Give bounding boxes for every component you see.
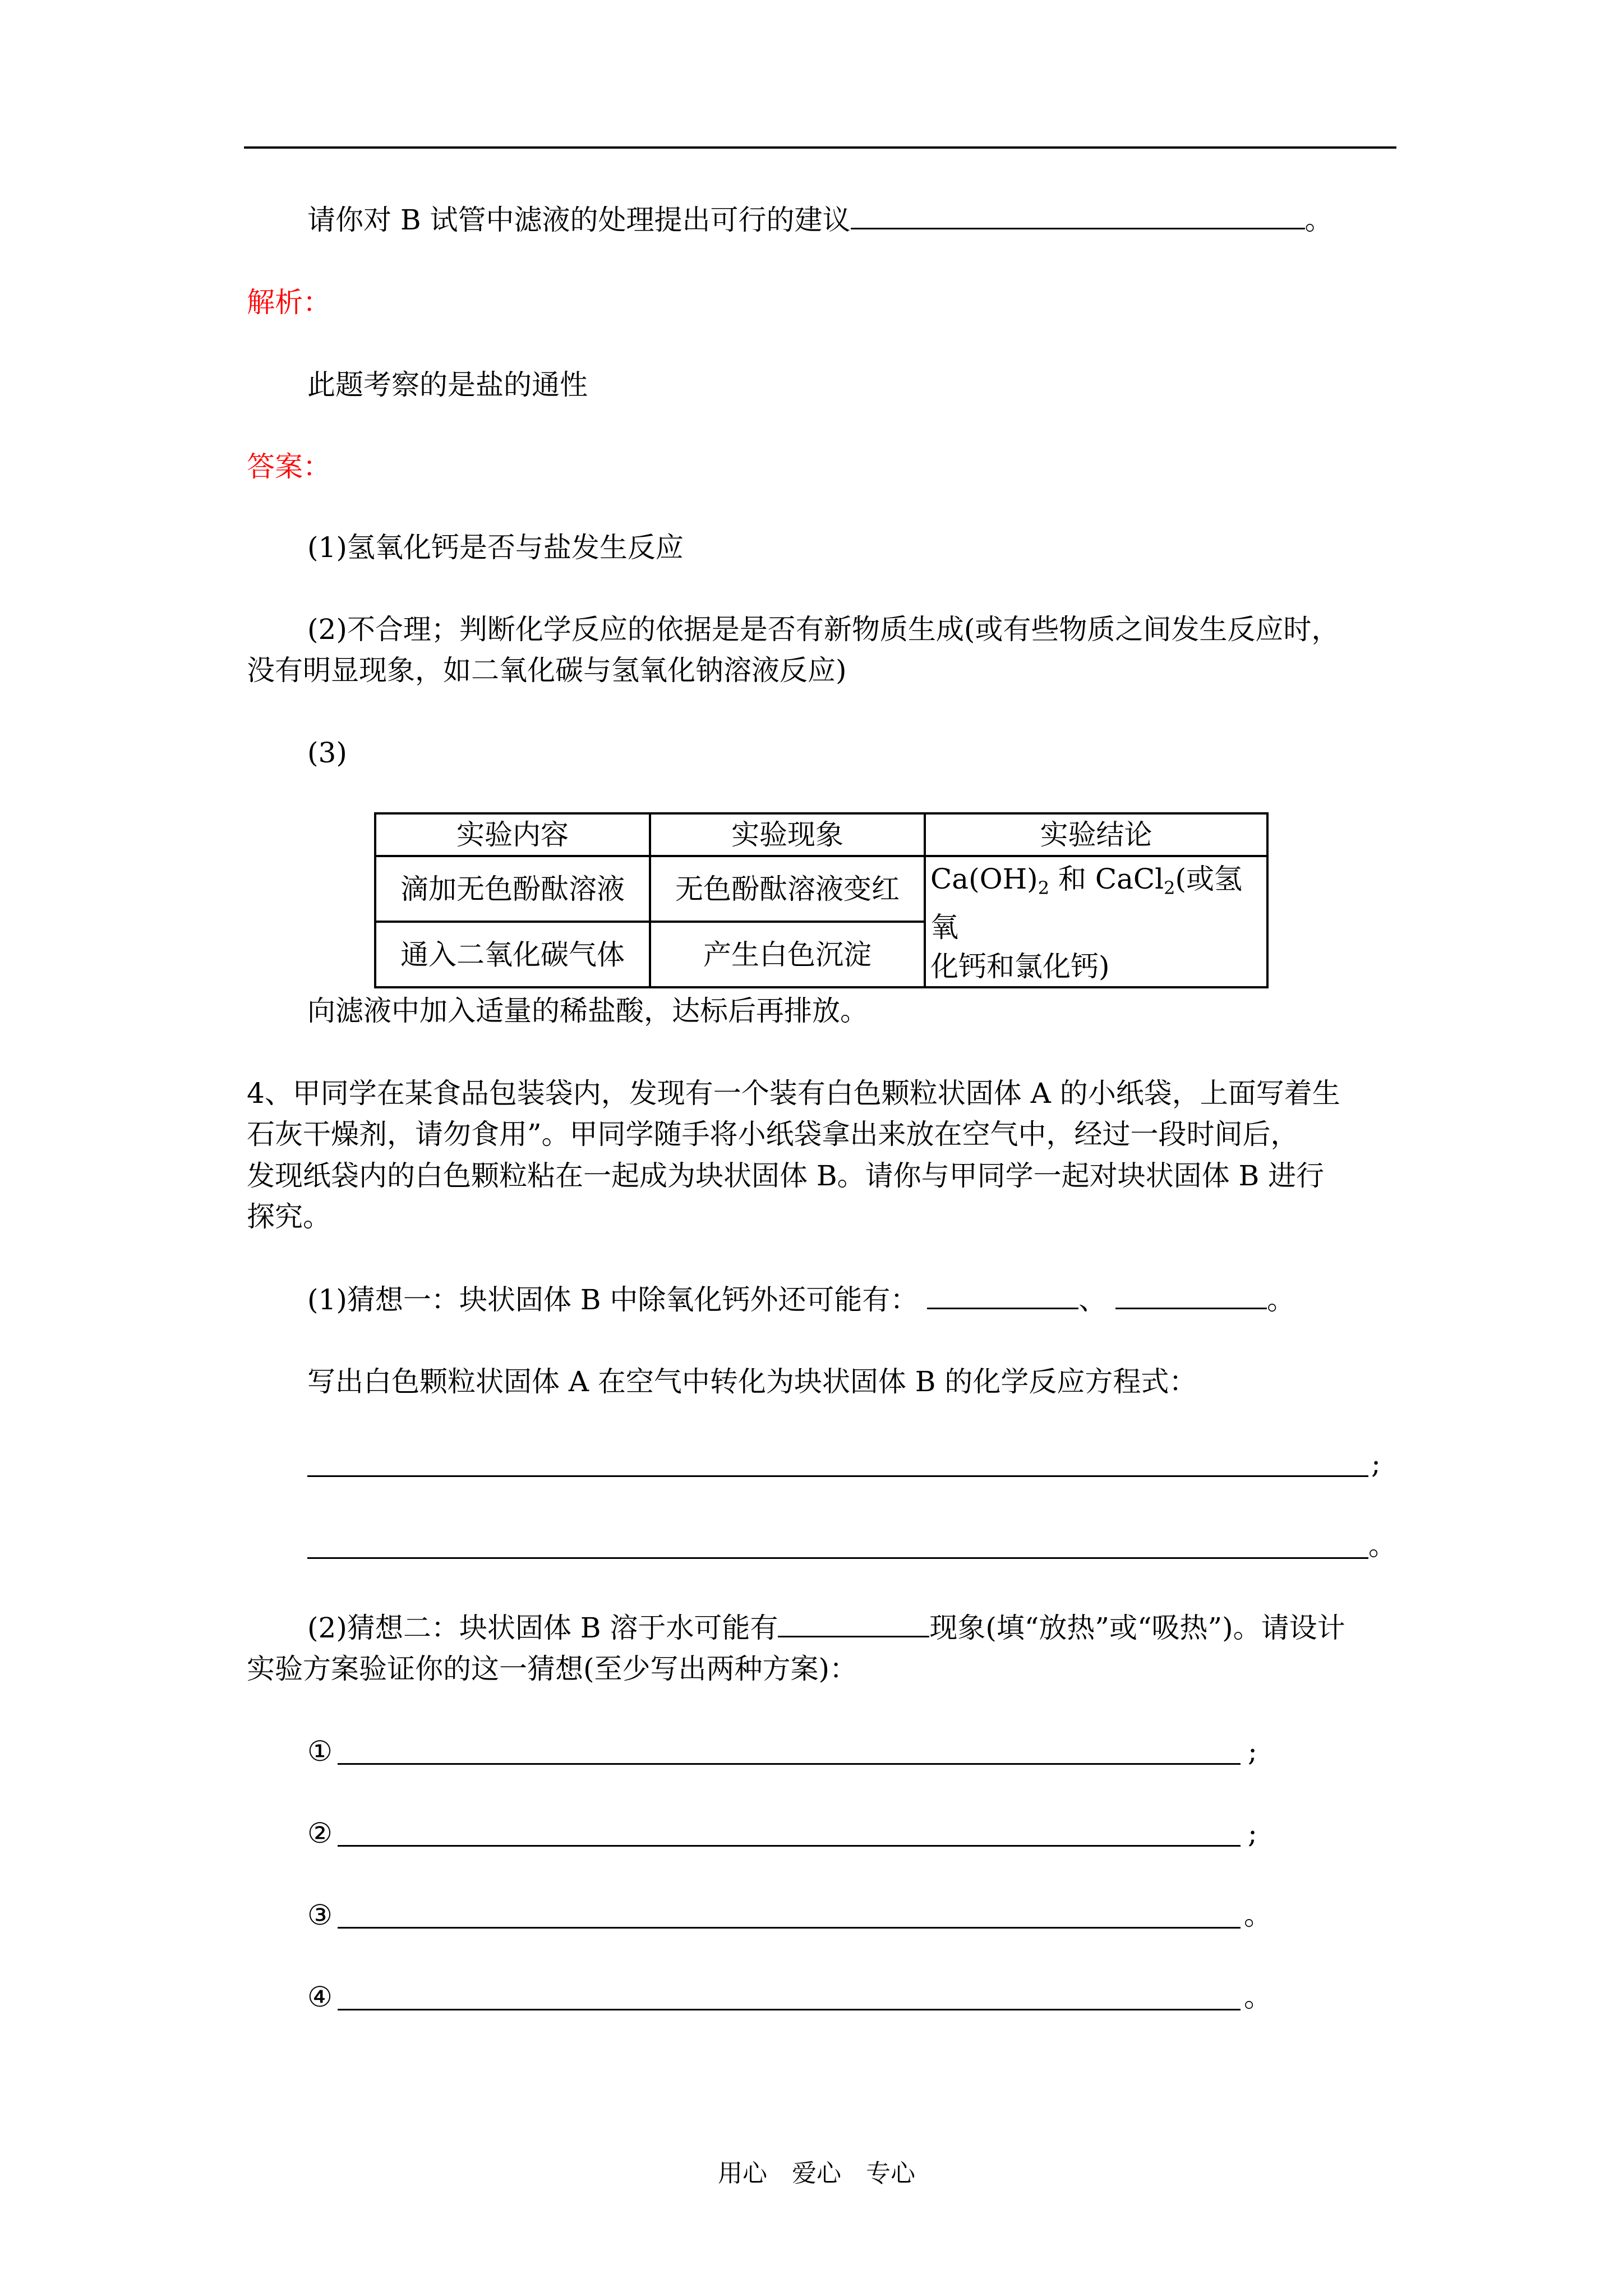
analysis-text: 此题考察的是盐的通性	[307, 369, 588, 401]
guess2-text2: 现象(填“放热”或“吸热”)。请设计	[929, 1612, 1345, 1644]
answer-filtrate: 向滤液中加入适量的稀盐酸，达标后再排放。	[307, 995, 868, 1027]
table-header-row	[375, 813, 1267, 856]
table-header-cell: 实验现象	[650, 813, 925, 856]
conclusion-tail: (或氢氧	[930, 863, 1243, 944]
option-line-4[interactable]	[338, 2009, 1241, 2010]
table-cell: 无色酚酞溶液变红	[650, 856, 925, 922]
equation-line-1[interactable]	[307, 1475, 1368, 1477]
table-cell: 通入二氧化碳气体	[375, 922, 650, 987]
table-cell: 产生白色沉淀	[650, 922, 925, 987]
header-rule	[244, 146, 1396, 149]
table-header-cell: 实验结论	[925, 813, 1267, 856]
option-end: ;	[1248, 1735, 1257, 1768]
table-conclusion-cell	[925, 856, 1267, 987]
option-mark: ③	[307, 1899, 333, 1931]
suggestion-end: 。	[1304, 204, 1333, 236]
option-end: 。	[1244, 1981, 1272, 2013]
write-equation-prompt: 写出白色颗粒状固体 A 在空气中转化为块状固体 B 的化学反应方程式：	[307, 1365, 1197, 1398]
answer-3-label: (3)	[307, 737, 347, 769]
guess1-sep: 、	[1078, 1283, 1107, 1316]
q4-line: 探究。	[247, 1200, 331, 1233]
guess1-blank-2[interactable]	[1115, 1283, 1267, 1309]
answer-label: 答案：	[247, 450, 331, 483]
option-end: 。	[1244, 1899, 1272, 1931]
guess2-line2: 实验方案验证你的这一猜想(至少写出两种方案)：	[247, 1653, 858, 1685]
guess2-text1: (2)猜想二：块状固体 B 溶于水可能有	[307, 1612, 778, 1644]
option-mark: ②	[307, 1817, 333, 1849]
option-mark: ④	[307, 1981, 333, 2013]
table-header-cell: 实验内容	[375, 813, 650, 856]
option-line-3[interactable]	[338, 1927, 1241, 1929]
analysis-label: 解析：	[247, 286, 331, 319]
option-end: ;	[1248, 1817, 1257, 1849]
suggestion-question	[307, 202, 1333, 238]
guess1-end: 。	[1267, 1283, 1295, 1316]
option-line-1[interactable]	[338, 1763, 1241, 1765]
guess2-blank[interactable]	[778, 1611, 929, 1637]
suggestion-blank[interactable]	[851, 203, 1305, 229]
conclusion-caoh: Ca(OH)	[930, 863, 1038, 895]
conclusion-line2: 化钙和氯化钙)	[930, 950, 1110, 983]
q4-line: 发现纸袋内的白色颗粒粘在一起成为块状固体 B。请你与甲同学一起对块状固体 B 进行	[247, 1159, 1325, 1192]
table-row	[375, 856, 1267, 922]
page-footer: 用心 爱心 专心	[718, 2159, 915, 2188]
suggestion-text: 请你对 B 试管中滤液的处理提出可行的建议	[307, 204, 851, 236]
equation-line-2[interactable]	[307, 1557, 1368, 1559]
answer-2-line2: 没有明显现象，如二氧化碳与氢氧化钠溶液反应)	[247, 654, 847, 687]
guess2-line1	[307, 1610, 1345, 1646]
guess1-blank-1[interactable]	[927, 1283, 1078, 1309]
q4-line: 4、甲同学在某食品包装袋内，发现有一个装有白色颗粒状固体 A 的小纸袋，上面写着生	[247, 1077, 1340, 1110]
guess1	[307, 1282, 1295, 1318]
q4-line: 石灰干燥剂，请勿食用”。甲同学随手将小纸袋拿出来放在空气中，经过一段时间后，	[247, 1118, 1299, 1151]
subscript: 2	[1038, 877, 1050, 899]
guess1-text: (1)猜想一：块状固体 B 中除氧化钙外还可能有：	[307, 1283, 919, 1316]
equation-line-2-end: 。	[1368, 1529, 1396, 1562]
option-mark: ①	[307, 1735, 333, 1768]
equation-line-1-end: ;	[1371, 1447, 1381, 1480]
conclusion-cacl: 和 CaCl	[1049, 863, 1164, 895]
answer-1: (1)氢氧化钙是否与盐发生反应	[307, 531, 684, 564]
subscript: 2	[1164, 877, 1175, 899]
answer-2-line1: (2)不合理；判断化学反应的依据是是否有新物质生成(或有些物质之间发生反应时，	[307, 613, 1340, 646]
option-line-2[interactable]	[338, 1845, 1241, 1847]
table-cell: 滴加无色酚酞溶液	[375, 856, 650, 922]
experiment-table	[374, 812, 1269, 988]
